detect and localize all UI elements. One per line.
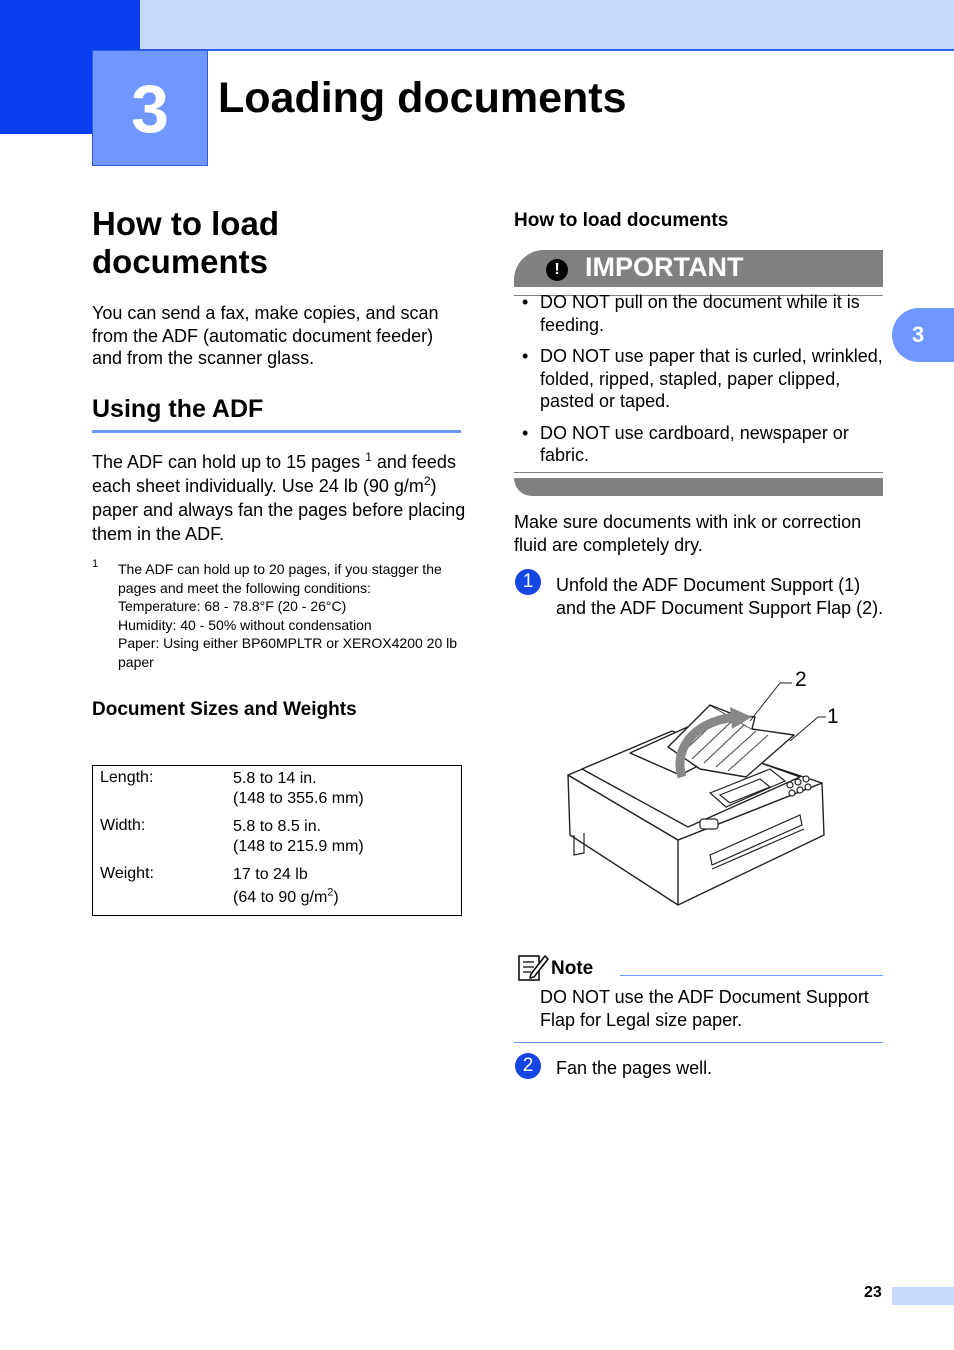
superscript: 2 <box>327 886 334 899</box>
sizes-heading: Document Sizes and Weights <box>92 699 357 720</box>
list-item <box>514 422 883 467</box>
heading-rule <box>92 430 461 433</box>
list-item-text: DO NOT use paper that is curled, wrinkled, folded, ripped, stapled, paper clipped, pasted or taped. <box>540 346 883 411</box>
spec-label: Width: <box>100 817 146 834</box>
list-item-text: DO NOT pull on the document while it is feeding. <box>540 292 860 335</box>
note-text: DO NOT use the ADF Document Support Flap for Legal size paper. <box>540 987 869 1030</box>
footnote-number: 1 <box>92 558 99 570</box>
superscript: 2 <box>423 474 431 488</box>
footnote-line: Paper: Using either BP60MPLTR or XEROX4200 20 lb paper <box>118 635 458 670</box>
spec-line <box>233 888 339 908</box>
spec-line: 5.8 to 8.5 in. <box>233 818 322 835</box>
spec-value <box>233 817 364 857</box>
adf-text-b: and feeds each sheet individually. Use 24 lb (90 g/m <box>92 452 456 496</box>
spec-label: Length: <box>100 769 154 786</box>
intro-paragraph: You can send a fax, make copies, and scan from the ADF (automatic document feeder) and from the scanner glass. <box>92 303 439 368</box>
adf-heading: Using the ADF <box>92 395 264 423</box>
footnote-line: Humidity: 40 - 50% without condensation <box>118 616 372 633</box>
section-heading: How to load documents <box>92 205 279 280</box>
list-item <box>514 345 883 413</box>
important-list <box>514 291 883 476</box>
bullet: • <box>522 292 529 312</box>
spec-line: (148 to 215.9 mm) <box>233 838 364 855</box>
footnote-line: Temperature: 68 - 78.8°F (20 - 26°C) <box>118 598 347 615</box>
important-label: IMPORTANT <box>585 252 744 282</box>
note-rule <box>620 975 883 976</box>
list-item-text: DO NOT use cardboard, newspaper or fabric. <box>540 422 849 465</box>
adf-text-c: ) paper and always fan the pages before placing them in the ADF. <box>92 476 466 544</box>
chapter-side-tab: 3 <box>892 308 954 362</box>
step-1-badge: 1 <box>515 569 541 595</box>
important-footer-bar <box>514 478 883 496</box>
note-rule-bottom <box>514 1042 883 1043</box>
load-heading: How to load documents <box>514 210 729 231</box>
spec-value <box>233 865 339 908</box>
note-pencil-icon <box>517 952 549 982</box>
important-rule <box>514 472 883 473</box>
footnote-text <box>118 560 468 672</box>
step-2-badge: 2 <box>515 1053 541 1079</box>
dry-paragraph: Make sure documents with ink or correction fluid are completely dry. <box>514 512 862 555</box>
exclamation-icon: ! <box>546 259 568 281</box>
callout-1: 1 <box>827 705 839 728</box>
bullet: • <box>522 422 529 443</box>
bullet: • <box>522 346 529 366</box>
spec-line-text: (64 to 90 g/m <box>233 889 328 906</box>
spec-line: 5.8 to 14 in. <box>233 770 317 787</box>
callout-2: 2 <box>795 668 807 691</box>
step-2-text: Fan the pages well. <box>556 1058 713 1078</box>
adf-paragraph <box>92 450 467 546</box>
footer-tab <box>892 1287 954 1305</box>
printer-illustration <box>560 665 840 915</box>
chapter-number-box: 3 <box>92 50 208 166</box>
spec-line: 17 to 24 lb <box>233 866 308 883</box>
spec-label: Weight: <box>100 865 154 882</box>
adf-text-a: The ADF can hold up to 15 pages <box>92 452 366 472</box>
list-item <box>514 291 883 336</box>
header-light-band <box>140 0 954 51</box>
footnote-ref: 1 <box>365 450 372 464</box>
chapter-title: Loading documents <box>218 74 627 122</box>
spec-value <box>233 769 364 809</box>
spec-line: (148 to 355.6 mm) <box>233 790 364 807</box>
spec-table <box>92 765 462 916</box>
page-number: 23 <box>864 1284 882 1301</box>
spec-line-end: ) <box>333 889 339 906</box>
step-1-text: Unfold the ADF Document Support (1) and the ADF Document Support Flap (2). <box>556 575 884 618</box>
footnote-line: The ADF can hold up to 20 pages, if you stagger the pages and meet the following conditions: <box>118 561 442 596</box>
note-label: Note <box>551 958 594 979</box>
